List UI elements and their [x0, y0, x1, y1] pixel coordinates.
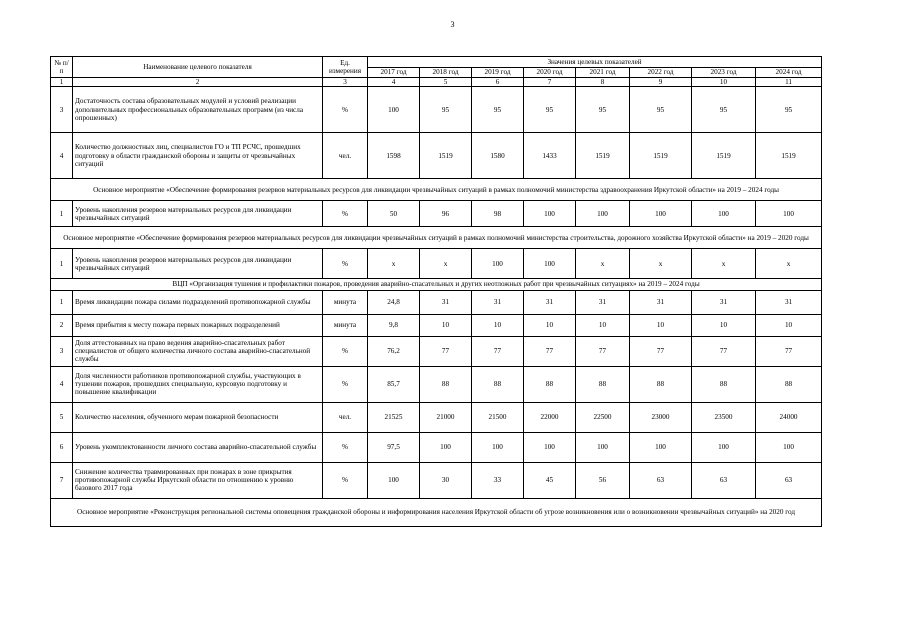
- table-row: [51, 290, 822, 314]
- value-cell: 9,8: [368, 314, 420, 336]
- unit-cell: чел.: [323, 133, 368, 179]
- page-number: 3: [450, 20, 455, 29]
- value-cell: 100: [368, 462, 420, 498]
- value-cell: x: [576, 249, 630, 279]
- row-number: 3: [51, 87, 73, 133]
- value-cell: 31: [576, 290, 630, 314]
- value-cell: 77: [630, 336, 692, 366]
- value-cell: 1519: [630, 133, 692, 179]
- row-number: 4: [51, 366, 73, 402]
- value-cell: 88: [576, 366, 630, 402]
- table-row: [51, 249, 822, 279]
- column-number: 9: [630, 78, 692, 87]
- value-cell: 100: [630, 201, 692, 227]
- value-cell: 100: [756, 201, 822, 227]
- value-cell: 100: [472, 432, 524, 462]
- value-cell: 88: [630, 366, 692, 402]
- value-cell: 77: [420, 336, 472, 366]
- value-cell: 95: [524, 87, 576, 133]
- row-number: 1: [51, 290, 73, 314]
- value-cell: 100: [524, 201, 576, 227]
- value-cell: 31: [630, 290, 692, 314]
- indicator-name: Доля численности работников противопожарной службы, участвующих в тушении пожаров, прошедших специальную, курсовую подготовку и повышение квалификации: [73, 366, 323, 402]
- header-year: 2022 год: [630, 68, 692, 78]
- value-cell: 24000: [756, 402, 822, 432]
- value-cell: 95: [756, 87, 822, 133]
- value-cell: 10: [756, 314, 822, 336]
- value-cell: 100: [472, 249, 524, 279]
- column-number: 7: [524, 78, 576, 87]
- value-cell: 1519: [420, 133, 472, 179]
- value-cell: 100: [692, 201, 756, 227]
- value-cell: 50: [368, 201, 420, 227]
- section-row: [51, 227, 822, 249]
- indicator-name: Уровень накопления резервов материальных ресурсов для ликвидации чрезвычайных ситуаций: [73, 201, 323, 227]
- unit-cell: %: [323, 462, 368, 498]
- unit-cell: минута: [323, 290, 368, 314]
- column-number: 1: [51, 78, 73, 87]
- header-year: 2021 год: [576, 68, 630, 78]
- value-cell: 30: [420, 462, 472, 498]
- indicator-name: Достаточность состава образовательных модулей и условий реализации дополнительных профессиональных образовательных программ (из числа опрошенных): [73, 87, 323, 133]
- column-number: 6: [472, 78, 524, 87]
- header-name: Наименование целевого показателя: [73, 57, 323, 78]
- value-cell: 77: [692, 336, 756, 366]
- value-cell: 31: [756, 290, 822, 314]
- value-cell: 100: [576, 432, 630, 462]
- indicator-name: Снижение количества травмированных при пожарах в зоне прикрытия противопожарной службы Иркутской области по отношению к уровню базового 2017 года: [73, 462, 323, 498]
- row-number: 7: [51, 462, 73, 498]
- value-cell: 10: [630, 314, 692, 336]
- header-year: 2024 год: [756, 68, 822, 78]
- value-cell: 1598: [368, 133, 420, 179]
- value-cell: 10: [420, 314, 472, 336]
- value-cell: 56: [576, 462, 630, 498]
- unit-cell: %: [323, 87, 368, 133]
- value-cell: 88: [692, 366, 756, 402]
- value-cell: 95: [692, 87, 756, 133]
- value-cell: 10: [524, 314, 576, 336]
- header-year: 2023 год: [692, 68, 756, 78]
- value-cell: 22500: [576, 402, 630, 432]
- header-year: 2020 год: [524, 68, 576, 78]
- value-cell: 95: [420, 87, 472, 133]
- value-cell: 100: [420, 432, 472, 462]
- indicator-name: Уровень накопления резервов материальных ресурсов для ликвидации чрезвычайных ситуаций: [73, 249, 323, 279]
- table-row: [51, 402, 822, 432]
- column-number: 3: [323, 78, 368, 87]
- indicator-name: Количество должностных лиц, специалистов ГО и ТП РСЧС, прошедших подготовку в области гражданской обороны и защиты от чрезвычайных ситуаций: [73, 133, 323, 179]
- value-cell: 31: [472, 290, 524, 314]
- value-cell: x: [630, 249, 692, 279]
- value-cell: 63: [692, 462, 756, 498]
- row-number: 1: [51, 201, 73, 227]
- unit-cell: %: [323, 432, 368, 462]
- unit-cell: %: [323, 336, 368, 366]
- value-cell: 76,2: [368, 336, 420, 366]
- value-cell: 1433: [524, 133, 576, 179]
- unit-cell: минута: [323, 314, 368, 336]
- value-cell: 88: [420, 366, 472, 402]
- row-number: 5: [51, 402, 73, 432]
- section-row: [51, 498, 822, 526]
- value-cell: 97,5: [368, 432, 420, 462]
- value-cell: 23000: [630, 402, 692, 432]
- value-cell: 95: [576, 87, 630, 133]
- header-values-group: Значения целевых показателей: [368, 57, 822, 68]
- header-year: 2019 год: [472, 68, 524, 78]
- value-cell: 23500: [692, 402, 756, 432]
- row-number: 4: [51, 133, 73, 179]
- value-cell: 96: [420, 201, 472, 227]
- value-cell: 100: [576, 201, 630, 227]
- value-cell: 24,8: [368, 290, 420, 314]
- value-cell: 45: [524, 462, 576, 498]
- value-cell: 1580: [472, 133, 524, 179]
- column-number: 8: [576, 78, 630, 87]
- value-cell: 77: [524, 336, 576, 366]
- unit-cell: %: [323, 201, 368, 227]
- unit-cell: %: [323, 366, 368, 402]
- table-row: [51, 462, 822, 498]
- section-row: [51, 179, 822, 201]
- table-row: [51, 366, 822, 402]
- value-cell: 95: [472, 87, 524, 133]
- value-cell: 33: [472, 462, 524, 498]
- value-cell: 10: [472, 314, 524, 336]
- indicator-name: Доля аттестованных на право ведения аварийно-спасательных работ специалистов от общего количества личного состава аварийно-спасательной службы: [73, 336, 323, 366]
- row-number: 2: [51, 314, 73, 336]
- value-cell: 95: [630, 87, 692, 133]
- value-cell: x: [368, 249, 420, 279]
- indicator-name: Время прибытия к месту пожара первых пожарных подразделений: [73, 314, 323, 336]
- value-cell: 22000: [524, 402, 576, 432]
- column-number: 2: [73, 78, 323, 87]
- value-cell: 77: [576, 336, 630, 366]
- value-cell: 1519: [692, 133, 756, 179]
- value-cell: 21500: [472, 402, 524, 432]
- value-cell: 100: [692, 432, 756, 462]
- value-cell: 77: [472, 336, 524, 366]
- section-row: [51, 279, 822, 290]
- header-year: 2018 год: [420, 68, 472, 78]
- value-cell: 85,7: [368, 366, 420, 402]
- value-cell: 10: [692, 314, 756, 336]
- column-number: 4: [368, 78, 420, 87]
- column-number: 5: [420, 78, 472, 87]
- value-cell: 88: [472, 366, 524, 402]
- table-row: [51, 314, 822, 336]
- value-cell: 10: [576, 314, 630, 336]
- section-title: Основное мероприятие «Реконструкция региональной системы оповещения гражданской обороны и информирования населения Иркутской области об угрозе возникновения или о возникновении чрезвычайных ситуаций» на 2020 год: [51, 498, 822, 526]
- target-indicators-table: [50, 56, 822, 527]
- value-cell: 100: [630, 432, 692, 462]
- table-row: [51, 201, 822, 227]
- value-cell: 31: [692, 290, 756, 314]
- row-number: 3: [51, 336, 73, 366]
- table-row: [51, 432, 822, 462]
- table-row: [51, 336, 822, 366]
- value-cell: x: [692, 249, 756, 279]
- section-title: ВЦП «Организация тушения и профилактики пожаров, проведения аварийно-спасательных и других неотложных работ при чрезвычайных ситуациях» на 2019 – 2024 годы: [51, 279, 822, 290]
- indicator-name: Время ликвидации пожара силами подразделений противопожарной службы: [73, 290, 323, 314]
- value-cell: x: [420, 249, 472, 279]
- unit-cell: чел.: [323, 402, 368, 432]
- value-cell: 88: [524, 366, 576, 402]
- value-cell: 1519: [576, 133, 630, 179]
- header-unit: Ед. измерения: [323, 57, 368, 78]
- value-cell: 31: [524, 290, 576, 314]
- value-cell: 98: [472, 201, 524, 227]
- column-number: 11: [756, 78, 822, 87]
- section-title: Основное мероприятие «Обеспечение формирования резервов материальных ресурсов для ликвидации чрезвычайных ситуаций в рамках полномочий министерства строительства, дорожного хозяйства Иркутской области» на 2019 – 2020 годы: [51, 227, 822, 249]
- table-row: [51, 133, 822, 179]
- value-cell: 21525: [368, 402, 420, 432]
- value-cell: 88: [756, 366, 822, 402]
- unit-cell: %: [323, 249, 368, 279]
- indicator-name: Количество населения, обученного мерам пожарной безопасности: [73, 402, 323, 432]
- value-cell: 100: [524, 432, 576, 462]
- table-row: [51, 87, 822, 133]
- indicator-name: Уровень укомплектованности личного состава аварийно-спасательной службы: [73, 432, 323, 462]
- value-cell: 21000: [420, 402, 472, 432]
- column-number: 10: [692, 78, 756, 87]
- section-title: Основное мероприятие «Обеспечение формирования резервов материальных ресурсов для ликвидации чрезвычайных ситуаций в рамках полномочий министерства здравоохранения Иркутской области» на 2019 – 2024 годы: [51, 179, 822, 201]
- row-number: 6: [51, 432, 73, 462]
- value-cell: x: [756, 249, 822, 279]
- value-cell: 100: [756, 432, 822, 462]
- value-cell: 1519: [756, 133, 822, 179]
- value-cell: 100: [524, 249, 576, 279]
- value-cell: 100: [368, 87, 420, 133]
- value-cell: 63: [630, 462, 692, 498]
- header-year: 2017 год: [368, 68, 420, 78]
- value-cell: 63: [756, 462, 822, 498]
- value-cell: 31: [420, 290, 472, 314]
- row-number: 1: [51, 249, 73, 279]
- header-num: № п/п: [51, 57, 73, 78]
- value-cell: 77: [756, 336, 822, 366]
